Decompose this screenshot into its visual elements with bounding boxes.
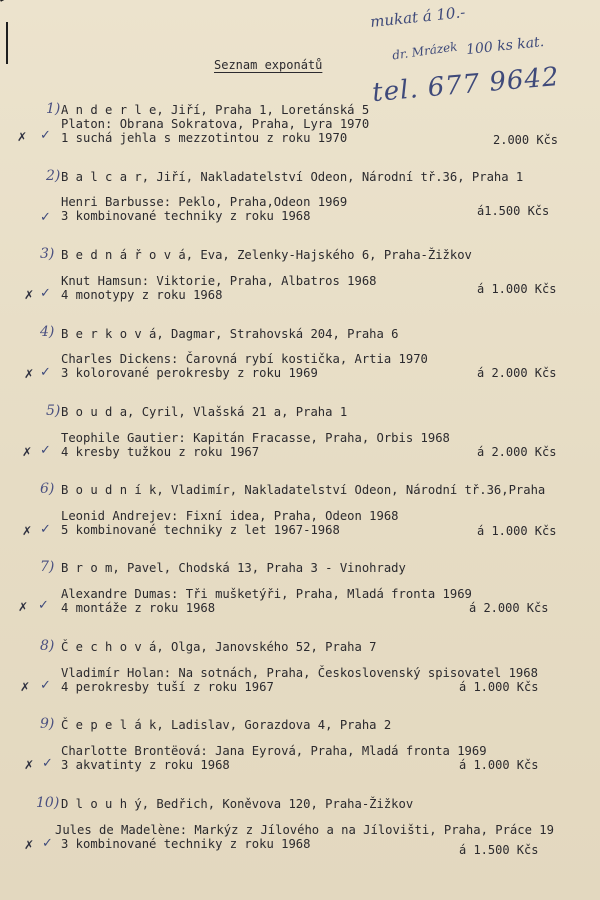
check-mark: ✓ bbox=[40, 443, 51, 458]
entry-price: á 1.000 Kčs bbox=[459, 680, 539, 694]
entry-work: 4 monotypy z roku 1968 bbox=[61, 288, 223, 302]
check-mark: ✓ bbox=[40, 286, 51, 301]
entry-book: Leonid Andrejev: Fixní idea, Praha, Odeon 1968 bbox=[61, 509, 399, 523]
entry-book: Jules de Madelène: Markýz z Jílového a na Jílovišti, Praha, Práce 19 bbox=[55, 823, 554, 837]
entry-number: 5) bbox=[46, 403, 61, 419]
entry-work: 3 kombinované techniky z roku 1968 bbox=[61, 209, 311, 223]
cross-mark: ✗ bbox=[18, 600, 29, 614]
entry-price: á 2.000 Kčs bbox=[477, 366, 557, 380]
entry-book: Henri Barbusse: Peklo, Praha,Odeon 1969 bbox=[61, 195, 348, 209]
entry-number: 10) bbox=[36, 795, 60, 811]
entry-price: á 1.000 Kčs bbox=[477, 282, 557, 296]
entry-book: Charlotte Brontëová: Jana Eyrová, Praha, Mladá fronta 1969 bbox=[61, 744, 487, 758]
cross-mark: ✗ bbox=[24, 288, 35, 302]
entry-work: 5 kombinované techniky z let 1967-1968 bbox=[61, 523, 340, 537]
cross-mark: ✗ bbox=[24, 367, 35, 381]
cross-mark: ✗ bbox=[24, 838, 35, 852]
entry-artist: Č e p e l á k, Ladislav, Gorazdova 4, Praha 2 bbox=[61, 718, 392, 732]
entry-book: Teophile Gautier: Kapitán Fracasse, Praha, Orbis 1968 bbox=[61, 431, 450, 445]
entry-artist: B e r k o v á, Dagmar, Strahovská 204, Praha 6 bbox=[61, 327, 399, 341]
entry-price: á 1.000 Kčs bbox=[459, 758, 539, 772]
entry-number: 8) bbox=[40, 638, 55, 654]
cross-mark: ✗ bbox=[17, 130, 28, 144]
check-mark: ✓ bbox=[42, 836, 53, 851]
entry-work: 1 suchá jehla s mezzotintou z roku 1970 bbox=[61, 131, 348, 145]
entry-artist: D l o u h ý, Bedřich, Koněvova 120, Praha-Žižkov bbox=[61, 797, 414, 811]
entry-book: Charles Dickens: Čarovná rybí kostička, Artia 1970 bbox=[61, 352, 428, 366]
cross-mark: ✗ bbox=[22, 524, 33, 538]
check-mark: ✓ bbox=[40, 678, 51, 693]
entry-work: 4 perokresby tuší z roku 1967 bbox=[61, 680, 274, 694]
entry-price: 2.000 Kčs bbox=[493, 133, 559, 147]
entry-number: 7) bbox=[40, 559, 55, 575]
check-mark: ✓ bbox=[40, 522, 51, 537]
entry-price: á 1.000 Kčs bbox=[477, 524, 557, 538]
handwritten-note-price: mukat á 10.- bbox=[369, 3, 467, 31]
check-mark: ✓ bbox=[40, 210, 51, 225]
entry-work: 4 montáže z roku 1968 bbox=[61, 601, 216, 615]
check-mark: ✓ bbox=[40, 365, 51, 380]
check-mark: ✓ bbox=[42, 756, 53, 771]
entry-number: 9) bbox=[40, 716, 55, 732]
entry-book: Vladimír Holan: Na sotnách, Praha, Československý spisovatel 1968 bbox=[61, 666, 538, 680]
entry-number: 2) bbox=[46, 168, 61, 184]
entry-artist: B r o m, Pavel, Chodská 13, Praha 3 - Vinohrady bbox=[61, 561, 406, 575]
cross-mark: ✗ bbox=[24, 758, 35, 772]
cross-mark: ✗ bbox=[22, 445, 33, 459]
entry-work: 3 kolorované perokresby z roku 1969 bbox=[61, 366, 318, 380]
entry-number: 4) bbox=[40, 324, 55, 340]
entry-work: 4 kresby tužkou z roku 1967 bbox=[61, 445, 260, 459]
entry-artist: B o u d n í k, Vladimír, Nakladatelství Odeon, Národní tř.36,Praha bbox=[61, 483, 546, 497]
entry-book: Alexandre Dumas: Tři mušketýři, Praha, Mladá fronta 1969 bbox=[61, 587, 472, 601]
entry-price: á 2.000 Kčs bbox=[469, 601, 549, 615]
handwritten-note-count: 100 ks kat. bbox=[465, 33, 545, 59]
entry-artist: Č e c h o v á, Olga, Janovského 52, Praha 7 bbox=[61, 640, 377, 654]
entry-artist: A n d e r l e, Jiří, Praha 1, Loretánská 5 bbox=[61, 103, 370, 117]
entry-book: Knut Hamsun: Viktorie, Praha, Albatros 1968 bbox=[61, 274, 377, 288]
cross-mark: ✗ bbox=[20, 680, 31, 694]
entry-number: 1) bbox=[46, 101, 61, 117]
document-title: Seznam exponátů bbox=[214, 58, 323, 72]
entry-number: 3) bbox=[40, 246, 55, 262]
entry-number: 6) bbox=[40, 481, 55, 497]
entry-work: 3 akvatinty z roku 1968 bbox=[61, 758, 230, 772]
check-mark: ✓ bbox=[40, 128, 51, 143]
margin-pen-mark bbox=[6, 22, 8, 64]
entry-artist: B a l c a r, Jiří, Nakladatelství Odeon, Národní tř.36, Praha 1 bbox=[61, 170, 524, 184]
entry-book: Platon: Obrana Sokratova, Praha, Lyra 1970 bbox=[61, 117, 370, 131]
entry-price: á1.500 Kčs bbox=[477, 204, 550, 218]
entry-price: á 2.000 Kčs bbox=[477, 445, 557, 459]
entry-artist: B e d n á ř o v á, Eva, Zelenky-Hajského 6, Praha-Žižkov bbox=[61, 248, 472, 262]
entry-work: 3 kombinované techniky z roku 1968 bbox=[61, 837, 311, 851]
entry-artist: B o u d a, Cyril, Vlašská 21 a, Praha 1 bbox=[61, 405, 348, 419]
entry-price: á 1.500 Kčs bbox=[459, 843, 539, 857]
handwritten-phone-number: tel. 677 9642 bbox=[371, 61, 561, 109]
handwritten-note-name: dr. Mrázek bbox=[391, 39, 459, 63]
check-mark: ✓ bbox=[38, 598, 49, 613]
